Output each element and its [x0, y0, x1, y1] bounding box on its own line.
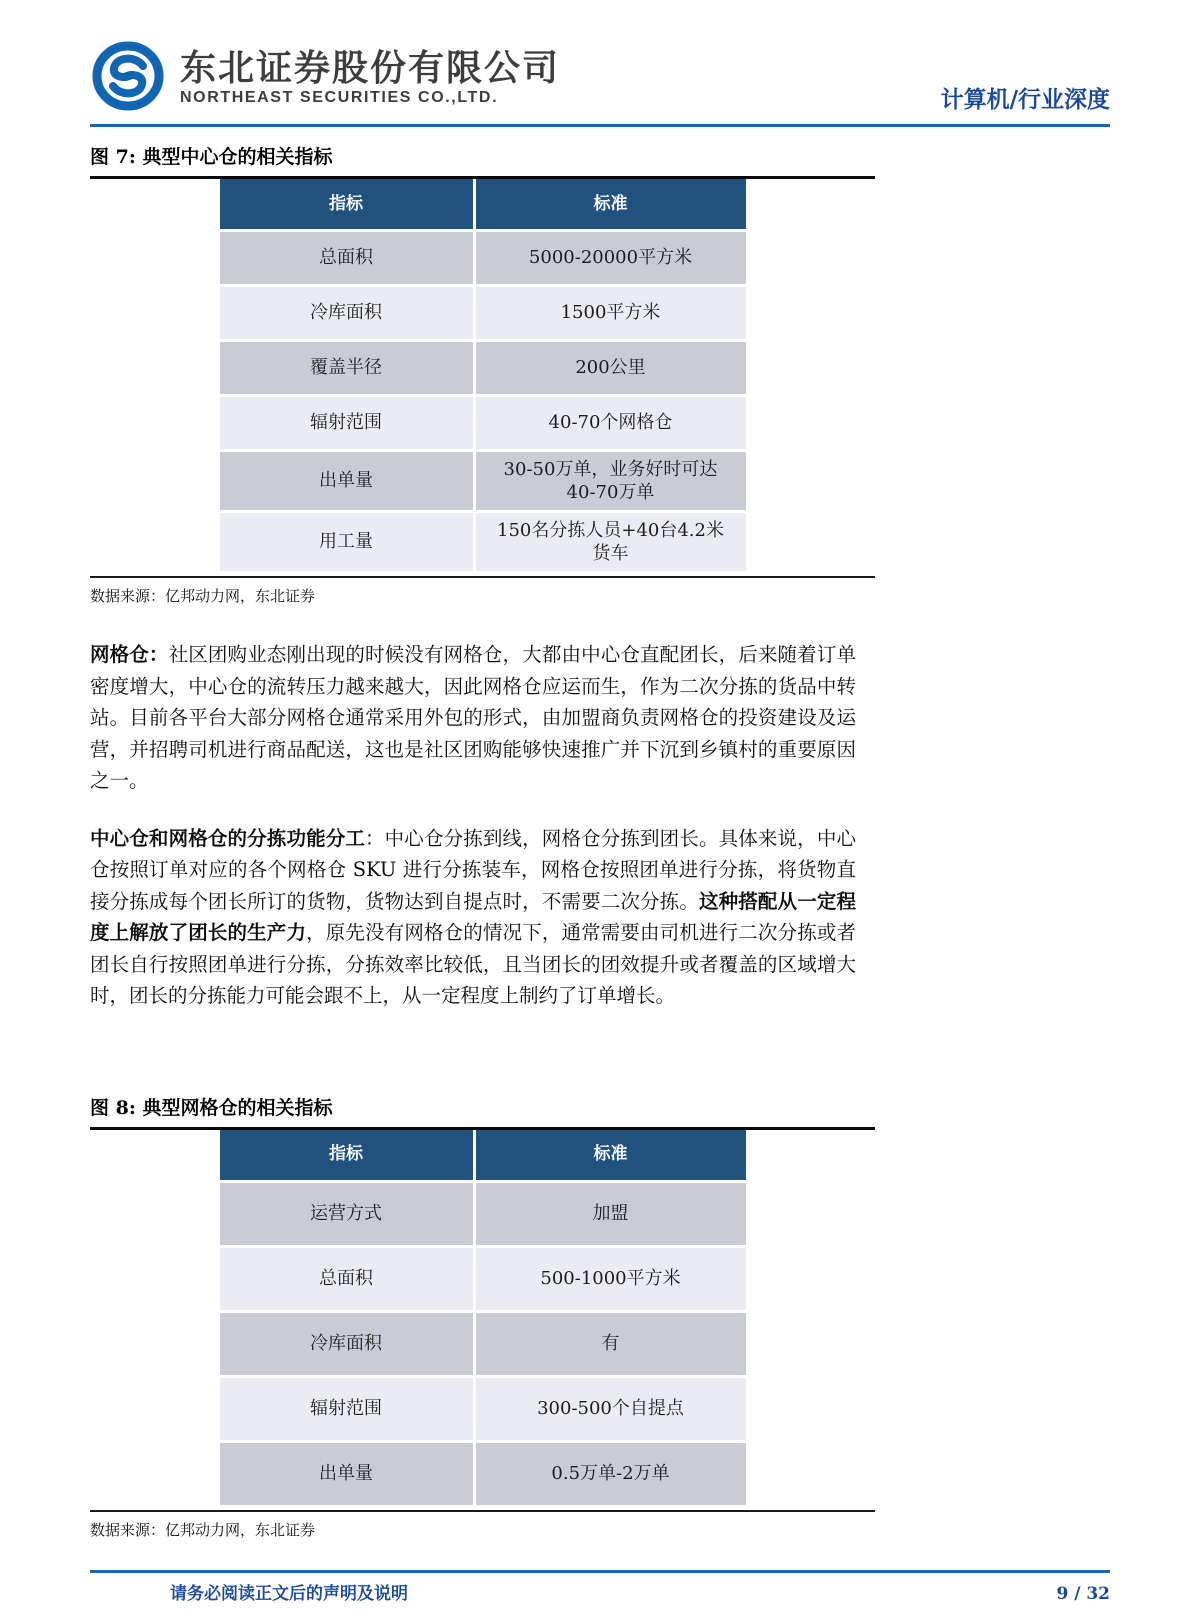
row-value: 200公里	[476, 342, 746, 394]
row-value: 500-1000平方米	[476, 1248, 746, 1310]
table-header-row	[220, 179, 746, 229]
row-label: 覆盖半径	[220, 342, 473, 394]
row-label: 用工量	[220, 513, 473, 571]
row-value: 150名分拣人员+40台4.2米货车	[476, 513, 746, 571]
company-name-en: NORTHEAST SECURITIES CO.,LTD.	[180, 88, 499, 106]
row-label: 出单量	[220, 1443, 473, 1505]
paragraph-bold-mid: 这种搭配从一定程度上解放了团长的生产力	[90, 889, 856, 944]
figure7-source: 数据来源：亿邦动力网，东北证券	[90, 576, 875, 606]
company-brand	[90, 40, 560, 116]
figure8-source: 数据来源：亿邦动力网，东北证券	[90, 1510, 875, 1540]
paragraph-tail: ，原先没有网格仓的情况下，通常需要由司机进行二次分拣或者团长自行按照团单进行分拣，分拣效率比较低，且当团长的团效提升或者覆盖的区域增大时，团长的分拣能力可能会跟不上，从一定程度上制约了订单增长。	[90, 921, 856, 1007]
row-value: 30-50万单，业务好时可达40-70万单	[476, 452, 746, 510]
paragraph-mid: ：中心仓分拣到线，网格仓分拣到团长。具体来说，中心仓按照订单对应的各个网格仓 SKU 进行分拣装车，网格仓按照团单进行分拣，将货物直接分拣成每个团长所订的货物，货物达到自提点时，不需要二次分拣。	[90, 826, 856, 913]
column-header-standard: 标准	[476, 1130, 746, 1180]
table-header-row	[220, 1130, 746, 1180]
row-label: 冷库面积	[220, 1313, 473, 1375]
company-name-cn: 东北证券股份有限公司	[180, 47, 561, 89]
table-row	[220, 342, 746, 394]
row-value: 300-500个自提点	[476, 1378, 746, 1440]
report-category-tag: 计算机/行业深度	[940, 86, 1110, 113]
footer-disclaimer: 请务必阅读正文后的声明及说明	[170, 1584, 408, 1604]
paragraph-lead: 中心仓和网格仓的分拣功能分工	[90, 826, 366, 850]
paragraph-body: 社区团购业态刚出现的时候没有网格仓，大都由中心仓直配团长，后来随着订单密度增大，中心仓的流转压力越来越大，因此网格仓应运而生，作为二次分拣的货品中转站。目前各平台大部分网格仓通常采用外包的形式，由加盟商负责网格仓的投资建设及运营，并招聘司机进行商品配送，这也是社区团购能够快速推广并下沉到乡镇村的重要原因之一。	[90, 643, 856, 792]
paragraph-wanggeceng	[90, 639, 856, 797]
table-row	[220, 1248, 746, 1310]
table-row	[220, 452, 746, 510]
company-name-block	[180, 49, 560, 107]
column-header-indicator: 指标	[220, 1130, 473, 1180]
table-row	[220, 232, 746, 284]
figure7-block	[90, 127, 875, 606]
northeast-securities-logo-icon	[90, 40, 166, 116]
row-value: 0.5万单-2万单	[476, 1443, 746, 1505]
figure8-table	[220, 1130, 746, 1505]
row-value: 40-70个网格仓	[476, 397, 746, 449]
page-header	[90, 0, 1110, 127]
paragraph-lead: 网格仓：	[90, 643, 169, 666]
paragraph-fenjian-fengong	[90, 823, 856, 1012]
column-header-standard: 标准	[476, 179, 746, 229]
column-header-indicator: 指标	[220, 179, 473, 229]
row-label: 出单量	[220, 452, 473, 510]
row-value: 1500平方米	[476, 287, 746, 339]
row-label: 总面积	[220, 232, 473, 284]
row-label: 运营方式	[220, 1183, 473, 1245]
table-row	[220, 1443, 746, 1505]
page-number: 9 / 32	[1056, 1584, 1110, 1604]
figure8-block	[90, 1078, 875, 1540]
row-label: 冷库面积	[220, 287, 473, 339]
row-label: 辐射范围	[220, 1378, 473, 1440]
row-value: 5000-20000平方米	[476, 232, 746, 284]
figure8-title: 图 8: 典型网格仓的相关指标	[90, 1078, 875, 1130]
table-row	[220, 513, 746, 571]
table-row	[220, 397, 746, 449]
page-footer	[90, 1570, 1110, 1604]
row-label: 辐射范围	[220, 397, 473, 449]
table-row	[220, 1378, 746, 1440]
figure7-title: 图 7: 典型中心仓的相关指标	[90, 127, 875, 179]
row-label: 总面积	[220, 1248, 473, 1310]
table-row	[220, 1313, 746, 1375]
table-row	[220, 287, 746, 339]
table-row	[220, 1183, 746, 1245]
row-value: 加盟	[476, 1183, 746, 1245]
row-value: 有	[476, 1313, 746, 1375]
figure7-table	[220, 179, 746, 571]
